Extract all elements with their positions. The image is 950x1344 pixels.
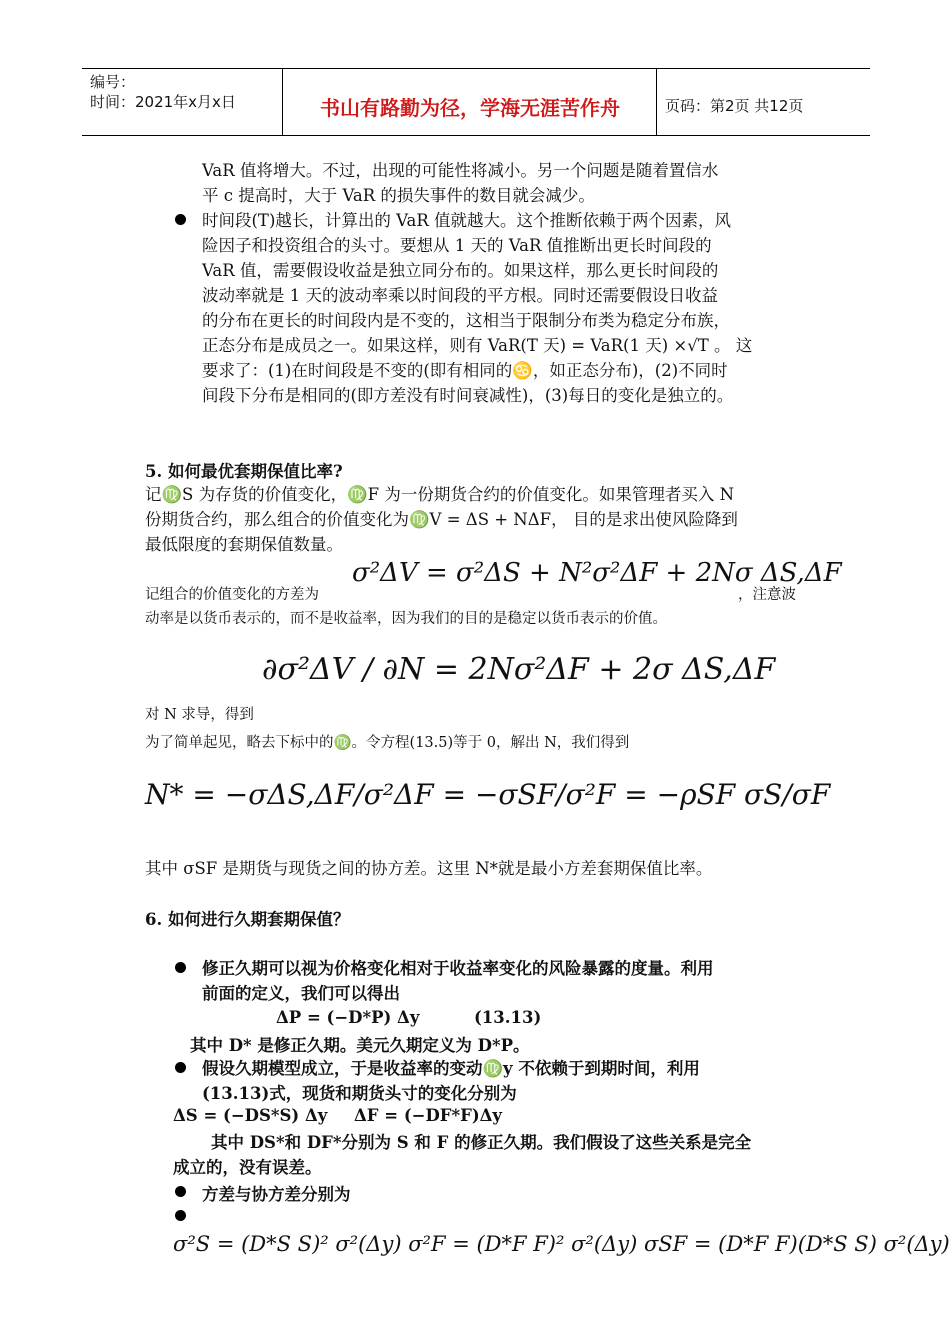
section6-title: 6. 如何进行久期套期保值？ bbox=[145, 910, 350, 929]
variance-note: 动率是以货币表示的，而不是收益率，因为我们的目的是稳定以货币表示的价值。 bbox=[145, 611, 667, 627]
optimal-ratio-equation: N* = −σΔS,ΔF/σ²ΔF = −σSF/σ²F = −ρSF σS/σF bbox=[145, 778, 831, 811]
bullet-icon bbox=[175, 214, 186, 225]
derivative-equation: ∂σ²ΔV / ∂N = 2Nσ²ΔF + 2σ ΔS,ΔF bbox=[262, 652, 776, 687]
text-line: 间段下分布是相同的(即方差没有时间衰减性)，(3)每日的变化是独立的。 bbox=[202, 386, 734, 405]
variance-covariance-formulas: σ²S = (D*S S)² σ²(Δy) σ²F = (D*F F)² σ²(Δy) σSF = (D*F F)(D*S S) σ²(Δy) bbox=[173, 1232, 950, 1256]
futures-change-equation: ΔF = (−DF*F)Δy bbox=[354, 1106, 503, 1125]
equation-number: (13.13) bbox=[474, 1008, 542, 1027]
text-line: 假设久期模型成立，于是收益率的变动♍y 不依赖于到期时间，利用 bbox=[202, 1059, 700, 1078]
text-line: 成立的，没有误差。 bbox=[173, 1158, 322, 1177]
para-top-line: 平 c 提高时，大于 VaR 的损失事件的数目就会减少。 bbox=[202, 186, 595, 205]
covariance-note: 其中 σSF 是期货与现货之间的协方差。这里 N*就是最小方差套期保值比率。 bbox=[145, 859, 713, 878]
text-line: 波动率就是 1 天的波动率乘以时间段的平方根。同时还需要假设日收益 bbox=[202, 286, 718, 305]
text-line: 时间段(T)越长，计算出的 VaR 值就越大。这个推断依赖于两个因素，风 bbox=[202, 211, 732, 230]
bullet-icon bbox=[175, 1186, 186, 1197]
text-line: 要求了：(1)在时间段是不变的(即有相同的♋，如正态分布)，(2)不同时 bbox=[202, 361, 728, 380]
modified-duration-definition bbox=[173, 1130, 751, 1180]
bullet-time-text bbox=[202, 208, 752, 408]
header-divider-left bbox=[282, 68, 283, 136]
derivative-lead: 对 N 求导，得到 bbox=[145, 707, 254, 723]
header-bottom-rule bbox=[82, 135, 870, 136]
text-line: 前面的定义，我们可以得出 bbox=[202, 984, 400, 1003]
text-line: (13.13)式，现货和期货头寸的变化分别为 bbox=[202, 1084, 517, 1103]
variance-equation: σ²ΔV = σ²ΔS + N²σ²ΔF + 2Nσ ΔS,ΔF bbox=[352, 558, 842, 588]
variance-tail: ，注意波 bbox=[738, 587, 796, 603]
header-page-info: 页码：第2页 共12页 bbox=[665, 97, 804, 115]
text-line: 的分布在更长的时间段内是不变的，这相当于限制分布类为稳定分布族， bbox=[202, 311, 730, 330]
bullet-assumption-text bbox=[202, 1056, 700, 1106]
header-code: 编号： bbox=[90, 73, 136, 91]
header-motto: 书山有路勤为径，学海无涯苦作舟 bbox=[320, 96, 620, 120]
header-date: 时间：2021年x月x日 bbox=[90, 93, 236, 111]
text-line: 险因子和投资组合的头寸。要想从 1 天的 VaR 值推断出更长时间段的 bbox=[202, 236, 712, 255]
header-meta bbox=[90, 72, 236, 112]
bullet-icon bbox=[175, 1062, 186, 1073]
text-line: 其中 DS*和 DF*分别为 S 和 F 的修正久期。我们假设了这些关系是完全 bbox=[211, 1133, 752, 1152]
header-divider-right bbox=[656, 68, 657, 136]
section5-intro bbox=[145, 482, 738, 557]
text-line: 正态分布是成员之一。如果这样，则有 VaR(T 天) = VaR(1 天) ×√T 。 这 bbox=[202, 336, 753, 355]
simplify-text: 为了简单起见，略去下标中的♍。令方程(13.5)等于 0，解出 N，我们得到 bbox=[145, 735, 630, 751]
bullet-duration-text bbox=[202, 956, 714, 1006]
para-top-line: VaR 值将增大。不过，出现的可能性将减小。另一个问题是随着置信水 bbox=[202, 161, 719, 180]
section5-title: 5. 如何最优套期保值比率? bbox=[145, 462, 343, 481]
spot-change-equation: ΔS = (−DS*S) Δy bbox=[173, 1106, 328, 1125]
text-line: 记♍S 为存货的价值变化，♍F 为一份期货合约的价值变化。如果管理者买入 N bbox=[145, 485, 735, 504]
duration-definition: 其中 D* 是修正久期。美元久期定义为 D*P。 bbox=[190, 1036, 530, 1055]
duration-equation: ΔP = (−D*P) Δy bbox=[276, 1008, 420, 1027]
header-top-rule bbox=[82, 68, 870, 69]
variance-lead: 记组合的价值变化的方差为 bbox=[145, 587, 319, 603]
text-line: 最低限度的套期保值数量。 bbox=[145, 535, 343, 554]
text-line: 份期货合约，那么组合的价值变化为♍V = ΔS + NΔF， 目的是求出使风险降到 bbox=[145, 510, 738, 529]
variance-covariance-lead: 方差与协方差分别为 bbox=[202, 1185, 351, 1204]
bullet-icon bbox=[175, 1210, 186, 1221]
text-line: 修正久期可以视为价格变化相对于收益率变化的风险暴露的度量。利用 bbox=[202, 959, 714, 978]
text-line: VaR 值，需要假设收益是独立同分布的。如果这样，那么更长时间段的 bbox=[202, 261, 719, 280]
para-top bbox=[202, 158, 718, 208]
bullet-icon bbox=[175, 962, 186, 973]
